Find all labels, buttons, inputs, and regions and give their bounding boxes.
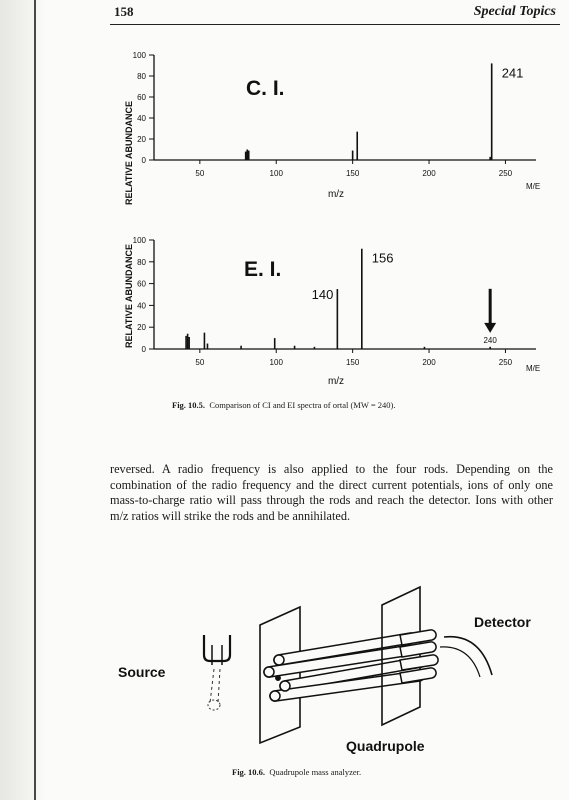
ei-x-axis-label: m/z xyxy=(327,376,345,387)
quadrupole-label: Quadrupole xyxy=(346,738,425,754)
ci-y-tick-label: 80 xyxy=(137,72,146,81)
ci-x-tick-label: 150 xyxy=(345,169,360,178)
fig-10-5-caption xyxy=(172,400,395,410)
ei-x-tick-label: 50 xyxy=(195,358,205,367)
ei-y-tick-label: 0 xyxy=(141,345,146,354)
ion-beam-tip xyxy=(208,700,220,710)
ci-x-tick-label: 250 xyxy=(498,169,513,178)
ei-arrow-head xyxy=(484,323,496,333)
page-number: 158 xyxy=(114,4,134,19)
ci-spectrum-chart xyxy=(118,45,558,215)
ei-x-tick-label: 150 xyxy=(345,358,360,367)
rod-end-upper xyxy=(264,667,274,677)
binding-edge xyxy=(34,0,36,800)
ei-peak-label: 240 xyxy=(483,335,497,345)
header-rule xyxy=(110,24,560,25)
ci-x-tick-label: 200 xyxy=(422,169,436,178)
ci-y-tick-label: 100 xyxy=(132,51,146,60)
fig-10-6-text: Quadrupole mass analyzer. xyxy=(269,767,362,777)
ci-y-axis-label: RELATIVE ABUNDANCE xyxy=(124,100,134,206)
beam-axis xyxy=(276,676,280,680)
ei-plot-area xyxy=(133,236,536,367)
rod-end-bottom xyxy=(270,691,280,701)
fig-10-5-label: Fig. 10.5. xyxy=(172,400,206,410)
rod-end-lower xyxy=(280,681,290,691)
ei-y-tick-label: 100 xyxy=(132,236,146,245)
ci-y-tick-label: 20 xyxy=(137,135,146,144)
detector-element-inner xyxy=(440,647,480,677)
quadrupole-diagram xyxy=(100,585,560,765)
page-header xyxy=(110,4,556,26)
ci-peak-label: 241 xyxy=(501,65,524,81)
detector-label: Detector xyxy=(474,614,531,630)
ei-spectrum-chart xyxy=(118,232,558,392)
fig-10-6-label: Fig. 10.6. xyxy=(232,767,266,777)
fig-10-5-text: Comparison of CI and EI spectra of ortal (MW = 240). xyxy=(209,400,396,410)
ei-y-tick-label: 40 xyxy=(137,301,146,311)
fig-10-6-caption xyxy=(232,767,361,777)
ei-y-tick-label: 20 xyxy=(137,323,146,333)
ei-x-unit-label: M/E xyxy=(526,364,541,373)
source-emitter xyxy=(204,635,230,661)
rod-end-top xyxy=(274,655,284,665)
ci-y-tick-label: 60 xyxy=(137,93,146,102)
ci-x-axis-label: m/z xyxy=(327,189,345,200)
ci-x-unit-label: M/E xyxy=(526,182,541,191)
ci-panel-label: C. I. xyxy=(246,77,285,100)
ei-panel-label: E. I. xyxy=(244,258,282,281)
ci-x-tick-label: 100 xyxy=(269,169,283,178)
ei-y-tick-label: 60 xyxy=(137,279,146,289)
ci-plot-area xyxy=(133,51,536,178)
body-paragraph: reversed. A radio frequency is also applied to the four rods. Depending on the combination of the radio frequency and the direct current potentials, ions of only one mass-to-charge ratio will pass through the rods and reach the detector. Ions with other m/z ratios will strike the rods and be annihilated. xyxy=(110,462,553,523)
ci-x-tick-label: 50 xyxy=(195,169,205,178)
ei-peak-label: 140 xyxy=(311,287,334,303)
rods-exit xyxy=(400,630,438,683)
ei-peak-label: 156 xyxy=(371,250,394,266)
ei-x-tick-label: 100 xyxy=(269,358,283,367)
source-label: Source xyxy=(118,664,166,680)
ion-beam xyxy=(210,669,220,703)
ci-y-tick-label: 0 xyxy=(141,156,146,165)
page-binding-shadow xyxy=(0,0,46,800)
running-head: Special Topics xyxy=(473,4,556,19)
ei-y-tick-label: 80 xyxy=(137,257,146,267)
ei-x-tick-label: 250 xyxy=(498,358,513,367)
ci-y-tick-label: 40 xyxy=(137,114,146,123)
ei-x-tick-label: 200 xyxy=(422,358,436,367)
ei-y-axis-label: RELATIVE ABUNDANCE xyxy=(124,243,134,349)
